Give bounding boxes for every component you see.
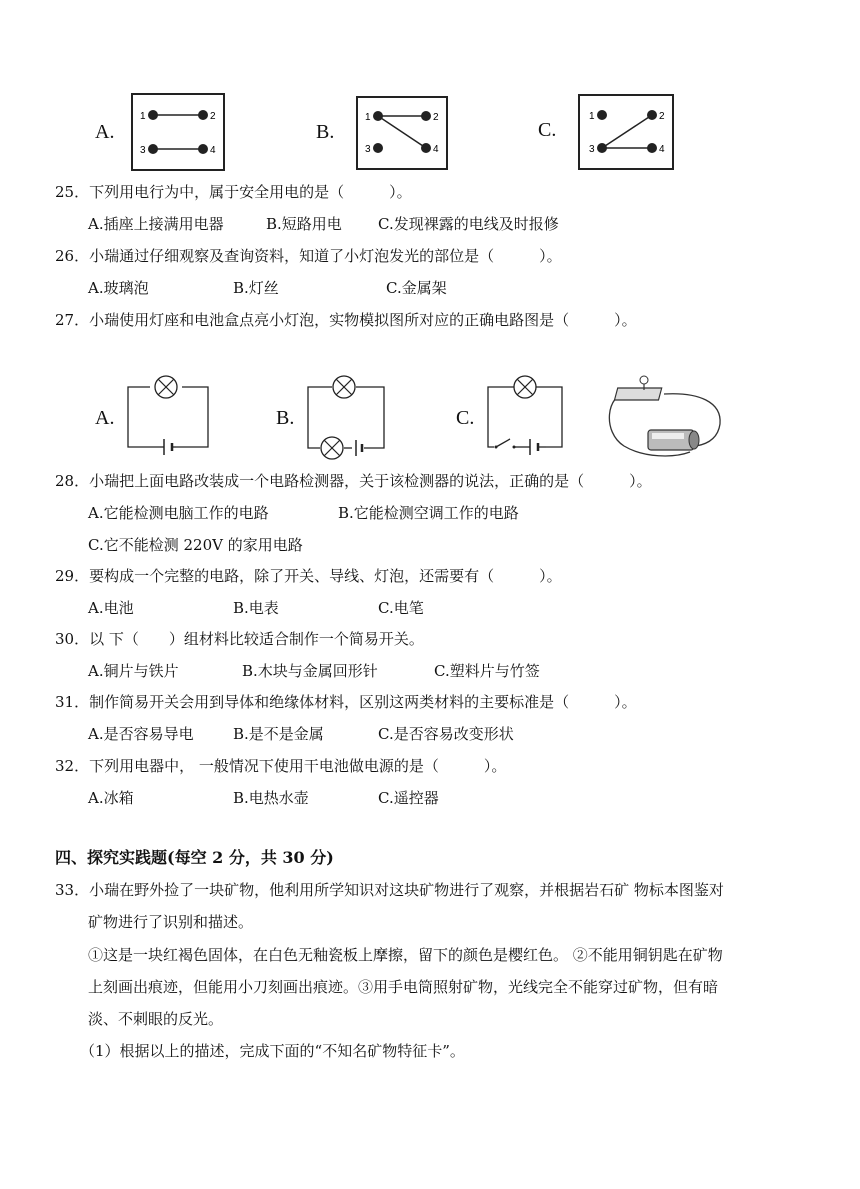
question-number: 31． xyxy=(55,693,90,711)
q33-text-line: 矿物进行了识别和描述。 xyxy=(88,913,254,931)
q29-option-b[interactable]: B.电表 xyxy=(233,599,279,617)
terminal-3: 3 xyxy=(589,144,595,155)
question-text: 小瑞在野外捡了一块矿物，他利用所学知识对这块矿物进行了观察，并根据岩石矿 物标本图鉴对 xyxy=(89,881,724,899)
question-text: 制作简易开关会用到导体和绝缘体材料，区别这两类材料的主要标准是（ ）。 xyxy=(89,693,637,711)
q29-option-c[interactable]: C.电笔 xyxy=(378,599,424,617)
q28-option-a[interactable]: A.它能检测电脑工作的电路 xyxy=(88,504,269,522)
question-text: 小瑞使用灯座和电池盒点亮小灯泡，实物模拟图所对应的正确电路图是（ ）。 xyxy=(89,311,637,329)
circuit-figure-a xyxy=(126,373,210,449)
q26-option-a[interactable]: A.玻璃泡 xyxy=(88,279,149,297)
q30-option-a[interactable]: A.铜片与铁片 xyxy=(88,662,179,680)
q33-text-line: 淡、不刺眼的反光。 xyxy=(88,1010,224,1028)
question-text: 小瑞把上面电路改装成一个电路检测器，关于该检测器的说法，正确的是（ ）。 xyxy=(89,472,652,490)
lamp-icon xyxy=(333,376,355,398)
q26-option-b[interactable]: B.灯丝 xyxy=(233,279,279,297)
battery-box-icon xyxy=(648,430,699,450)
switch-icon xyxy=(495,439,516,449)
circuit-option-b-label: B. xyxy=(276,407,295,429)
q32-option-c[interactable]: C.遥控器 xyxy=(378,789,439,807)
q31-option-a[interactable]: A.是否容易导电 xyxy=(88,725,194,743)
q26-option-c[interactable]: C.金属架 xyxy=(386,279,447,297)
q30-option-c[interactable]: C.塑料片与竹签 xyxy=(434,662,540,680)
question-text: 以 下（ ）组材料比较适合制作一个简易开关。 xyxy=(89,630,424,648)
question-number: 25． xyxy=(55,183,90,201)
question-28 xyxy=(55,471,652,491)
question-number: 28． xyxy=(55,472,90,490)
switch-option-b-label: B. xyxy=(316,121,335,143)
q32-option-b[interactable]: B.电热水壶 xyxy=(233,789,309,807)
question-25 xyxy=(55,182,412,202)
section-4-heading: 四、探究实践题(每空 2 分，共 30 分) xyxy=(55,848,334,867)
lamp-holder-icon xyxy=(614,376,661,400)
switch-figure-c xyxy=(578,94,674,170)
lamp-icon xyxy=(155,376,177,398)
terminal-4: 4 xyxy=(433,144,439,155)
lamp-icon xyxy=(321,437,343,459)
lamp-icon xyxy=(514,376,536,398)
terminal-2: 2 xyxy=(210,111,216,122)
question-number: 29． xyxy=(55,567,90,585)
physical-circuit-model xyxy=(604,372,724,462)
terminal-1: 1 xyxy=(140,111,146,122)
terminal-1: 1 xyxy=(365,112,371,123)
question-number: 26． xyxy=(55,247,90,265)
terminal-3: 3 xyxy=(140,145,146,156)
q28-option-b[interactable]: B.它能检测空调工作的电路 xyxy=(338,504,519,522)
question-27 xyxy=(55,310,637,330)
switch-figure-b xyxy=(356,96,448,170)
circuit-figure-c xyxy=(486,373,564,453)
circuit-option-a-label: A. xyxy=(95,407,115,429)
question-number: 32． xyxy=(55,757,90,775)
switch-option-a-label: A. xyxy=(95,121,115,143)
terminal-1: 1 xyxy=(589,111,595,122)
q29-option-a[interactable]: A.电池 xyxy=(88,599,134,617)
terminal-2: 2 xyxy=(433,112,439,123)
terminal-4: 4 xyxy=(210,145,216,156)
terminal-2: 2 xyxy=(659,111,665,122)
question-30 xyxy=(55,629,424,649)
question-32 xyxy=(55,756,506,776)
terminal-4: 4 xyxy=(659,144,665,155)
q33-subquestion-1: （1）根据以上的描述，完成下面的“不知名矿物特征卡”。 xyxy=(80,1042,465,1060)
question-33 xyxy=(55,880,724,900)
question-29 xyxy=(55,566,562,586)
q32-option-a[interactable]: A.冰箱 xyxy=(88,789,134,807)
question-number: 33． xyxy=(55,881,90,899)
question-26 xyxy=(55,246,562,266)
question-text: 要构成一个完整的电路，除了开关、导线、灯泡，还需要有（ ）。 xyxy=(89,567,562,585)
question-31 xyxy=(55,692,637,712)
q25-option-a[interactable]: A.插座上接满用电器 xyxy=(88,215,224,233)
q30-option-b[interactable]: B.木块与金属回形针 xyxy=(242,662,378,680)
q25-option-c[interactable]: C.发现裸露的电线及时报修 xyxy=(378,215,559,233)
switch-figure-a xyxy=(131,93,225,171)
q31-option-c[interactable]: C.是否容易改变形状 xyxy=(378,725,514,743)
circuit-figure-b xyxy=(306,372,386,458)
terminal-3: 3 xyxy=(365,144,371,155)
question-text: 下列用电器中， 一般情况下使用干电池做电源的是（ ）。 xyxy=(89,757,507,775)
q25-option-b[interactable]: B.短路用电 xyxy=(266,215,342,233)
switch-option-c-label: C. xyxy=(538,119,557,141)
q33-text-line: 上刻画出痕迹，但能用小刀刻画出痕迹。③用手电筒照射矿物，光线完全不能穿过矿物，但有暗 xyxy=(88,978,719,996)
question-number: 27． xyxy=(55,311,90,329)
question-text: 小瑞通过仔细观察及查询资料，知道了小灯泡发光的部位是（ ）。 xyxy=(89,247,562,265)
question-number: 30． xyxy=(55,630,90,648)
q33-text-line: ①这是一块红褐色固体，在白色无釉瓷板上摩擦，留下的颜色是樱红色。 ②不能用铜钥匙在矿物 xyxy=(88,946,723,964)
question-text: 下列用电行为中，属于安全用电的是（ ）。 xyxy=(89,183,412,201)
q28-option-c[interactable]: C.它不能检测 220V 的家用电路 xyxy=(88,536,303,554)
circuit-option-c-label: C. xyxy=(456,407,475,429)
q31-option-b[interactable]: B.是不是金属 xyxy=(233,725,324,743)
